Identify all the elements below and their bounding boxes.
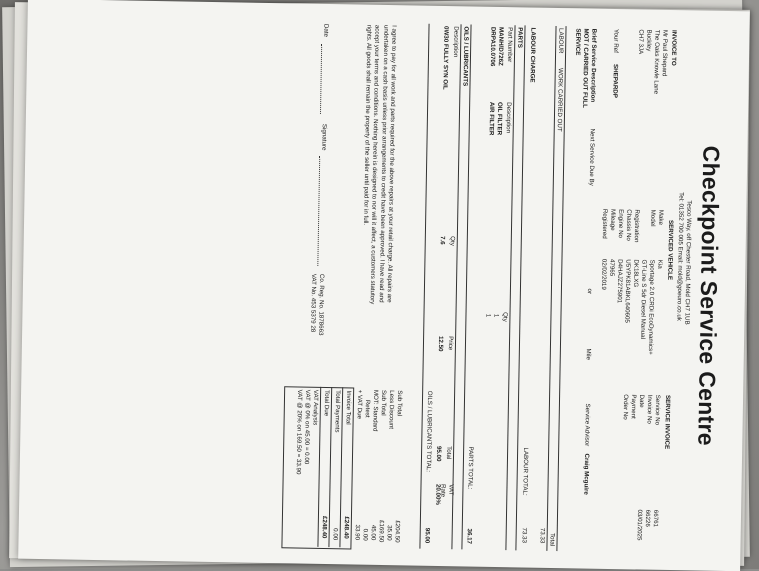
invoice-to-line: The Oaks Knowle Lane	[652, 29, 661, 95]
oils-col-header: VAT Rate	[439, 484, 455, 498]
parts-total-value: 36.17	[465, 528, 473, 545]
totals-value: £169.50	[377, 519, 385, 543]
next-service-or: or	[585, 288, 593, 295]
invoice-to-line: Mr Paul Shepard	[660, 29, 669, 77]
totals-box-label: Total Payments	[333, 390, 342, 433]
service-invoice-label: Order No	[621, 394, 630, 420]
vehicle-value: 47965	[608, 258, 616, 277]
vat-analysis-line: VAT @ 0% on 45.00 = 0.00	[302, 389, 312, 465]
totals-label: MOT: Standard	[371, 389, 380, 432]
parts-qty: 1	[484, 313, 492, 318]
vehicle-label: Mileage	[608, 208, 617, 231]
labour-total-label: Total	[548, 532, 556, 547]
totals-value: 33.90	[353, 524, 361, 541]
vehicle-label: Engine No	[616, 209, 625, 239]
parts-description: OIL FILTER	[495, 101, 504, 136]
date-label: Date	[322, 23, 330, 38]
totals-value: 45.00	[369, 524, 377, 541]
oils-col-header: Price	[446, 336, 455, 351]
vehicle-value: Sportage 2.0 CRDi EcoDynamics+	[646, 259, 656, 355]
parts-col-header: Qty	[501, 312, 509, 322]
labour-charge-total-label: LABOUR TOTAL:	[521, 447, 530, 496]
totals-label: Less Discount	[387, 390, 396, 430]
parts-heading: PARTS	[516, 27, 524, 48]
service-invoice-label: Date	[637, 394, 646, 408]
next-service-label: Next Service Due By	[587, 128, 596, 186]
oils-vat-rate: 20.00%	[434, 483, 442, 506]
vat-analysis-line: VAT @ 20% on 169.50 = 33.90	[294, 389, 304, 475]
totals-label: Retest	[363, 399, 371, 418]
company-vat: VAT No. 453 5379 28	[309, 273, 318, 333]
vehicle-label: Registration	[632, 209, 641, 243]
vehicle-label: Make	[657, 209, 665, 226]
oils-total-label: OILS / LUBRICANTS TOTAL:	[424, 390, 434, 473]
business-contact: Tel: 01352 700 005 Email: mold@goeuro.co.uk	[675, 192, 685, 321]
labour-total-value: 73.33	[538, 527, 546, 544]
parts-col-header: Part Number	[505, 27, 514, 63]
vehicle-value: GT-Line S 5dr Diesel Manual	[639, 259, 648, 340]
service-invoice-heading: SERVICE INVOICE	[663, 394, 672, 450]
totals-box-value: £248.40	[320, 515, 328, 539]
totals-value: 35.00	[385, 525, 393, 541]
totals-box-value: £248.40	[342, 516, 350, 539]
advisor-label: Service Advisor	[583, 403, 591, 447]
totals-value: £204.50	[393, 520, 401, 543]
signature-line	[317, 156, 320, 266]
oils-heading: OILS / LUBRICANTS	[461, 26, 470, 87]
oils-col-header: Qty	[448, 236, 456, 246]
vehicle-value: D4HAJZ275901	[615, 259, 624, 304]
parts-col-header: Description	[504, 102, 513, 134]
parts-part-number: MANH/D726Z	[496, 26, 505, 66]
your-ref-value: SHEPARDP	[611, 63, 619, 98]
service-invoice-label: Invoice No	[645, 394, 654, 424]
service-invoice-label: Payment	[629, 394, 638, 419]
your-ref-label: Your Ref	[612, 28, 620, 53]
oils-total-value: 95.00	[423, 527, 431, 544]
business-name: Checkpoint Service Centre	[693, 145, 725, 447]
vehicle-value: DK18LXG	[631, 259, 640, 288]
oils-total: 95.00	[434, 445, 443, 462]
vat-analysis-heading: VAT Analysis	[311, 389, 320, 426]
oils-price: 12.50	[436, 335, 445, 352]
vehicle-value: Kia	[656, 259, 664, 269]
next-service-miles: Mile	[584, 348, 592, 360]
date-line	[320, 44, 322, 114]
brief-text: MOT / CARRIED OUT FULL SERVICE	[574, 28, 590, 108]
vehicle-value: U5YPK81ABKL640605	[623, 259, 632, 323]
labour-heading: LABOUR	[557, 27, 565, 54]
divider	[451, 24, 461, 549]
totals-label: Sub Total	[395, 390, 404, 417]
invoice-sheet	[18, 0, 750, 571]
divider	[546, 26, 556, 551]
oils-qty: 7.6	[438, 235, 446, 245]
service-invoice-label: Service No	[653, 394, 662, 426]
invoice-to-heading: INVOICE TO	[669, 29, 678, 66]
parts-description: AIR FILTER	[487, 101, 496, 136]
totals-box-label: Total Due	[322, 389, 331, 417]
parts-qty: 1	[492, 313, 500, 318]
vehicle-value: 02/02/2019	[599, 258, 608, 290]
signature-label: Signature	[320, 123, 328, 151]
terms-text: I agree to pay for all work and parts required for the above repairs at your retail charge. All repairs are undertaken on a cash basis unless prior arrangements to credit have been approved. I have read and accept your terms and conditions. Nothing herein is designed to nor will it affect, a customers statutory rights. All goods shall remain the property of the seller until paid for in full.	[361, 24, 398, 305]
labour-charge-total-value: 73.33	[520, 527, 528, 544]
labour-charge-label: LABOUR CHARGE	[528, 27, 537, 83]
vehicle-label: Chassis No	[624, 209, 633, 241]
parts-part-number: DRPA10.0706	[488, 26, 497, 67]
totals-box-label: Invoice Total	[344, 390, 353, 425]
brief-label: Brief Service Description	[589, 28, 598, 103]
oils-col-header: Description	[451, 26, 460, 58]
invoice-to-line: Buckley	[645, 29, 653, 52]
parts-total-label: PARTS TOTAL:	[466, 446, 475, 490]
totals-label: Sub Total	[379, 389, 388, 416]
oils-col-header: Total	[444, 446, 453, 460]
vehicle-label: Model	[649, 209, 657, 227]
service-invoice-value: 66226	[643, 509, 652, 527]
work-carried-out-heading: WORK CARRIED OUT	[555, 67, 564, 132]
oils-description: 0W30 FULLY SYN OIL	[441, 25, 450, 90]
totals-value: 0.00	[361, 528, 369, 541]
totals-box-value: 0.00	[331, 528, 339, 541]
business-address: Tesco Way, off Chester Road, Mold CH7 1UB	[683, 200, 693, 325]
service-invoice-value: 66761	[651, 509, 660, 528]
company-reg: Co. Reg. No. 1878663	[317, 273, 326, 336]
vehicle-heading: SERVICED VEHICLE	[666, 219, 675, 281]
invoice-to-line: CH7 3JA	[637, 29, 645, 55]
advisor-value: Craig Mcguire	[582, 453, 591, 495]
service-invoice-value: 03/01/2025	[635, 509, 644, 541]
vehicle-label: Registered	[600, 208, 609, 239]
totals-label: + VAT Due	[355, 389, 364, 420]
